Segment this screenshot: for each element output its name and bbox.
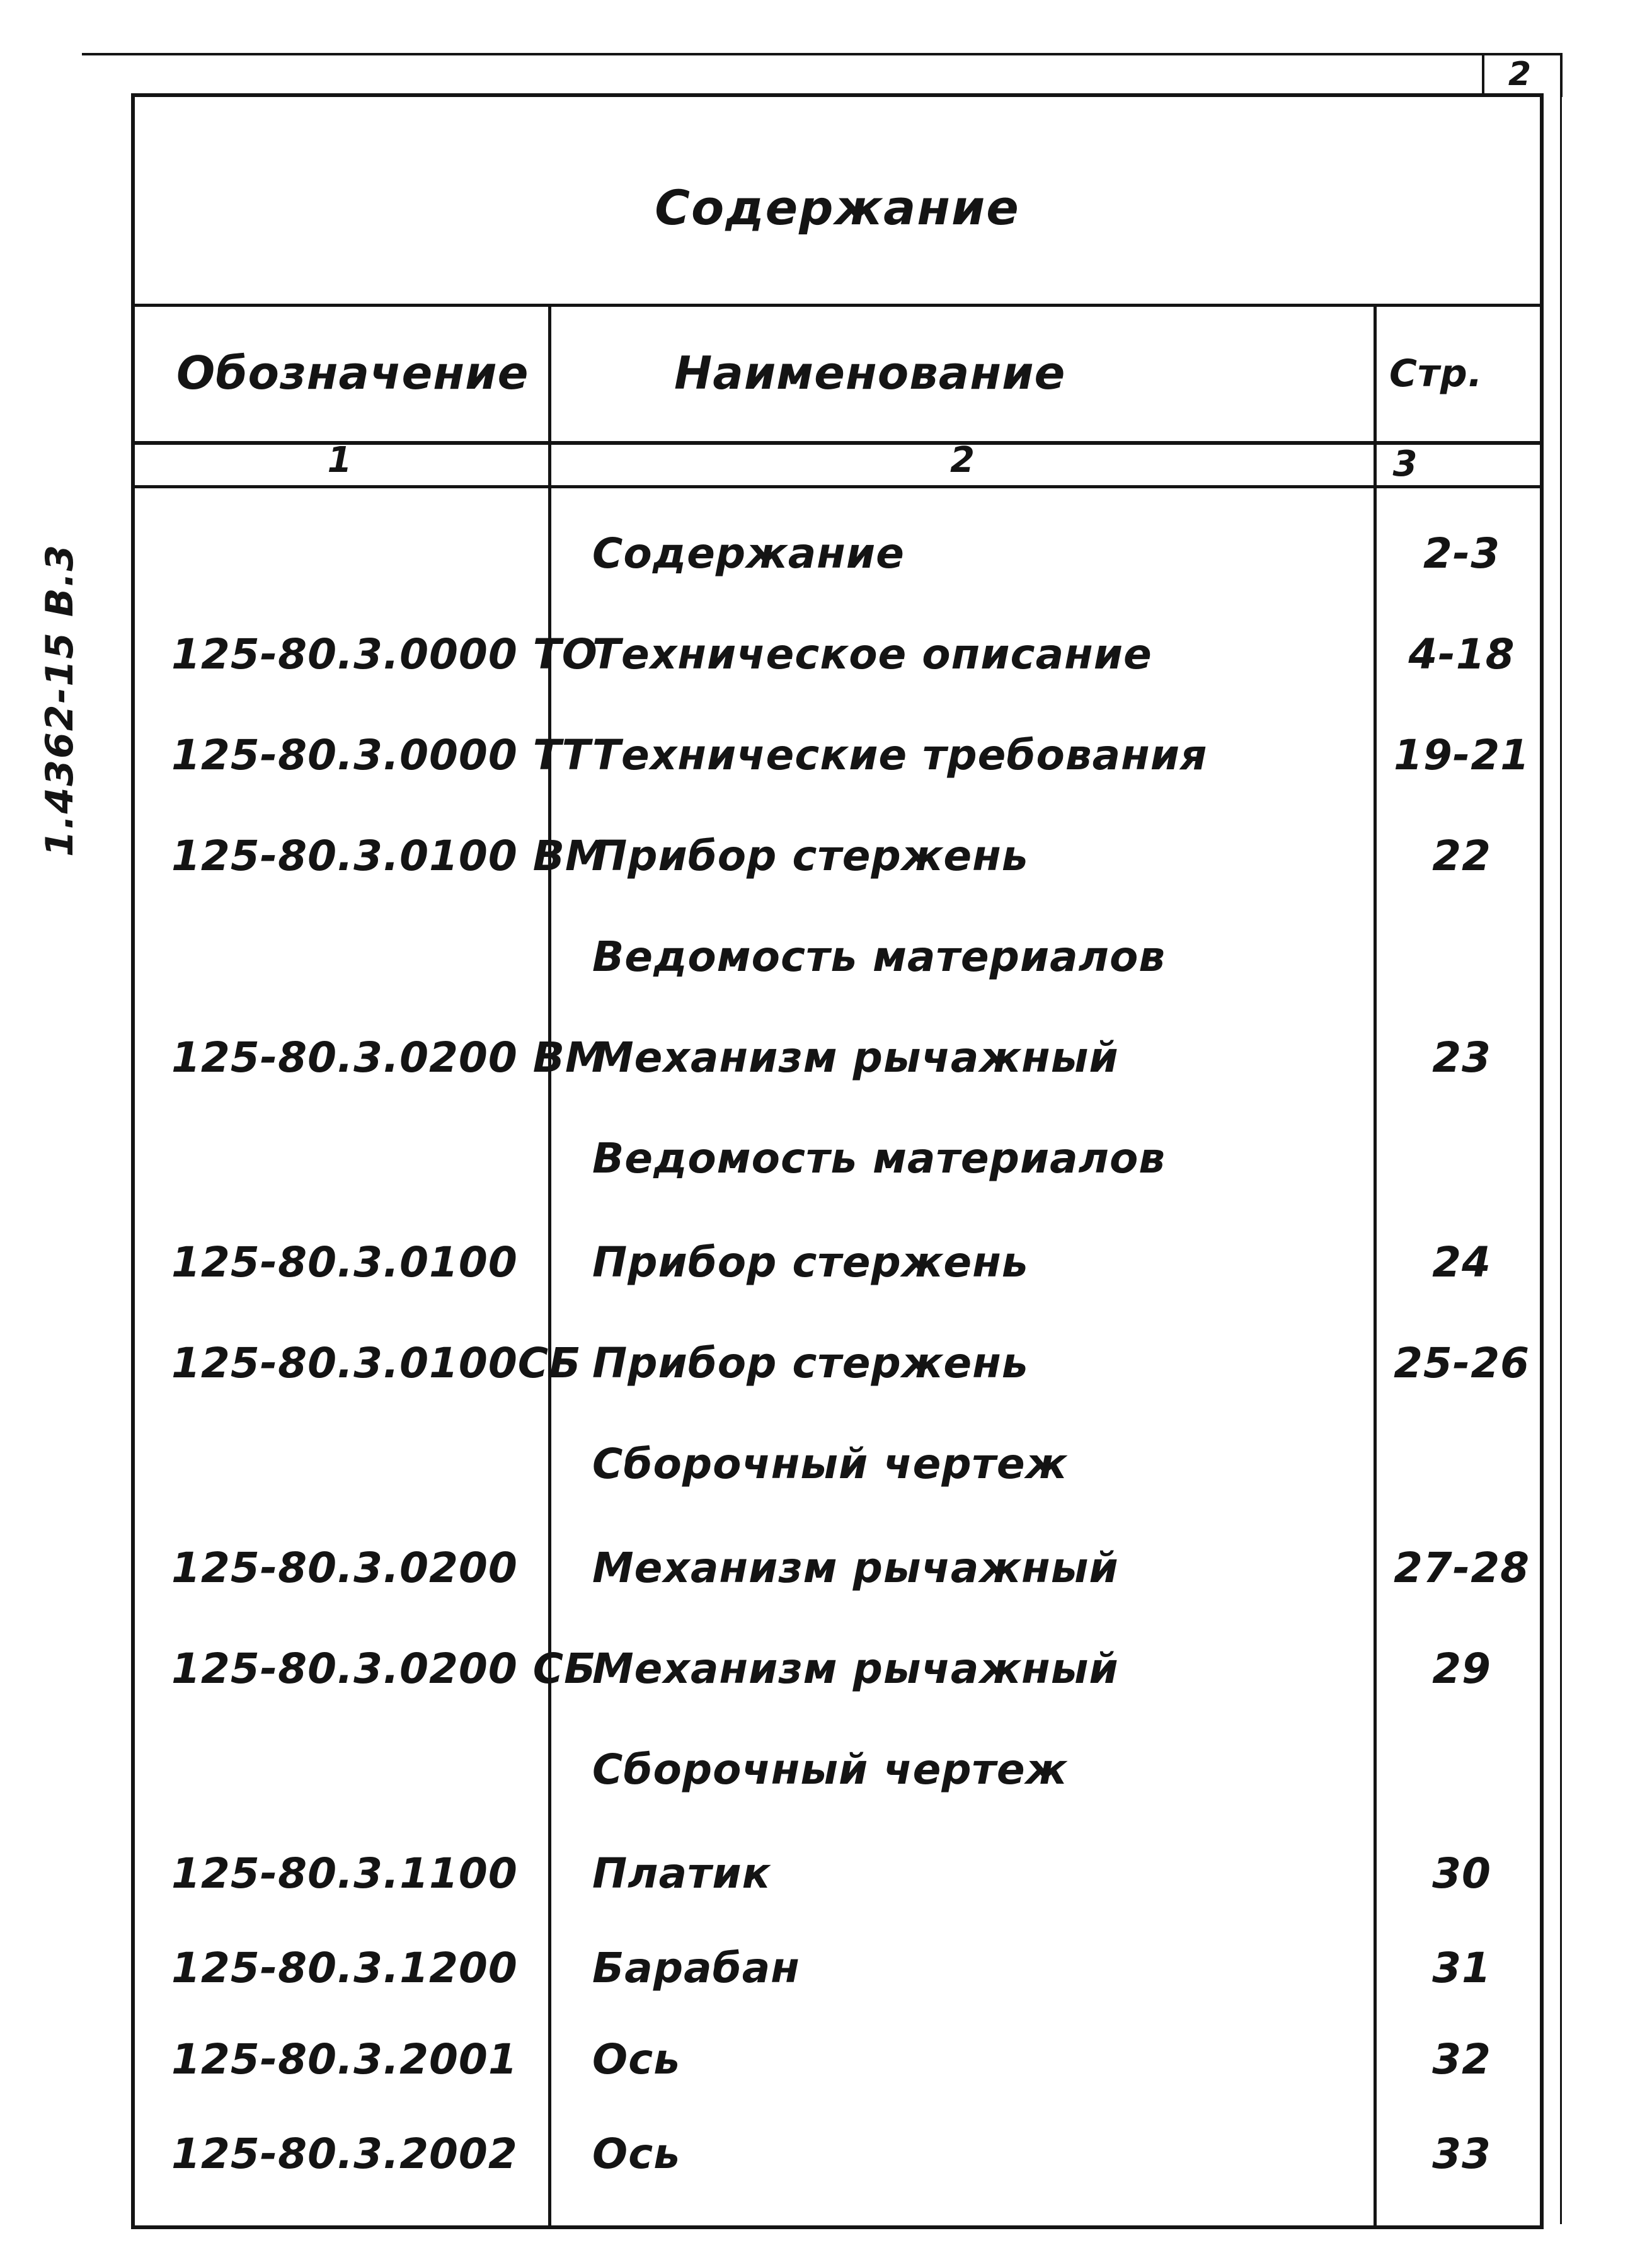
row-page: 30: [1432, 1849, 1491, 1898]
row-designation: 125-80.3.0200: [171, 1544, 518, 1592]
row-designation: 125-80.3.0100: [171, 1238, 518, 1287]
row-page: 25-26: [1393, 1339, 1530, 1387]
top-rule: [82, 53, 1563, 55]
row-designation: 125-80.3.2001: [171, 2035, 518, 2084]
row-name: Техническое описание: [592, 630, 1152, 679]
page-box-right: [1560, 53, 1563, 97]
row-name: Сборочный чертеж: [592, 1440, 1068, 1488]
row-page: 32: [1432, 2035, 1491, 2084]
column-divider-2: [1374, 304, 1377, 2229]
row-page: 27-28: [1393, 1544, 1530, 1592]
row-name: Ось: [592, 2035, 680, 2084]
row-page: 29: [1432, 1644, 1491, 1693]
row-name: Платик: [592, 1849, 771, 1898]
row-name: Содержание: [592, 529, 905, 578]
header-designation: Обозначение: [176, 347, 529, 399]
row-designation: 125-80.3.0100 ВМ: [171, 832, 607, 880]
row-designation: 125-80.3.0000 ТТ: [171, 731, 591, 779]
row-designation: 125-80.3.2002: [171, 2130, 518, 2178]
side-stamp: 1.4362-15 В.3: [38, 543, 82, 857]
row-page: 24: [1432, 1238, 1491, 1287]
row-name: Ведомость материалов: [592, 1134, 1166, 1183]
row-name: Сборочный чертеж: [592, 1745, 1068, 1794]
column-number-3: 3: [1392, 444, 1418, 485]
row-name: Технические требования: [592, 731, 1208, 779]
header-top-line: [131, 304, 1544, 307]
row-name: Механизм рычажный: [592, 1544, 1119, 1592]
row-designation: 125-80.3.0100СБ: [171, 1339, 582, 1387]
row-page: 33: [1432, 2130, 1491, 2178]
row-name: Механизм рычажный: [592, 1033, 1119, 1082]
row-page: 19-21: [1393, 731, 1530, 779]
colnum-bottom-line: [131, 485, 1544, 488]
header-page: Стр.: [1389, 352, 1483, 396]
row-page: 22: [1432, 832, 1491, 880]
row-designation: 125-80.3.0200 ВМ: [171, 1033, 607, 1082]
row-name: Ось: [592, 2130, 680, 2178]
row-designation: 125-80.3.0000 ТО: [171, 630, 598, 679]
column-divider-1: [548, 304, 551, 2229]
right-margin-line: [1560, 95, 1562, 2224]
row-name: Барабан: [592, 1944, 800, 1992]
row-name: Механизм рычажный: [592, 1644, 1119, 1693]
row-designation: 125-80.3.1200: [171, 1944, 518, 1992]
document-title: Содержание: [655, 180, 1020, 236]
row-designation: 125-80.3.0200 СБ: [171, 1644, 597, 1693]
header-name: Наименование: [674, 347, 1066, 399]
column-number-2: 2: [950, 440, 975, 481]
row-page: 4-18: [1408, 630, 1515, 679]
row-name: Ведомость материалов: [592, 932, 1166, 981]
row-name: Прибор стержень: [592, 1339, 1029, 1387]
row-name: Прибор стержень: [592, 1238, 1029, 1287]
row-page: 23: [1432, 1033, 1491, 1082]
row-page: 31: [1432, 1944, 1491, 1992]
page-number: 2: [1508, 55, 1532, 93]
row-designation: 125-80.3.1100: [171, 1849, 518, 1898]
row-page: 2-3: [1423, 529, 1501, 578]
row-name: Прибор стержень: [592, 832, 1029, 880]
column-number-1: 1: [327, 440, 352, 481]
